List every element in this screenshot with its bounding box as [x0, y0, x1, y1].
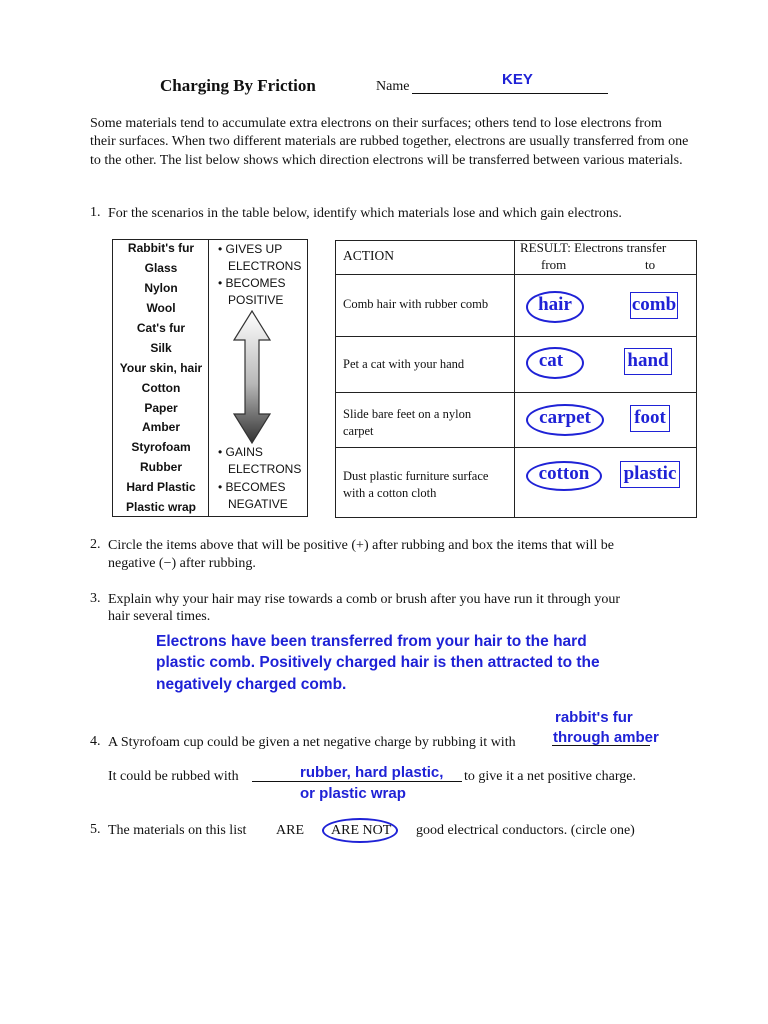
series-note: • BECOMES — [218, 480, 286, 494]
series-note: ELECTRONS — [228, 462, 302, 476]
page-title: Charging By Friction — [160, 76, 316, 95]
q4-answer: rubber, hard plastic, — [300, 764, 444, 781]
table-divider — [514, 240, 515, 518]
table-divider — [335, 336, 697, 337]
double-arrow-icon — [232, 310, 272, 444]
material-item: Cotton — [141, 381, 181, 395]
header-from: from — [541, 257, 567, 272]
q3-answer: Electrons have been transferred from your hair to the hard — [156, 633, 587, 650]
action-text: Comb hair with rubber comb — [343, 297, 489, 311]
material-item: Glass — [144, 261, 178, 275]
material-item: Amber — [141, 420, 180, 434]
material-item: Plastic wrap — [125, 500, 197, 514]
q4-answer: through amber — [553, 729, 659, 746]
series-note: POSITIVE — [228, 293, 284, 307]
q3-number: 3. — [90, 591, 101, 606]
series-note: • BECOMES — [218, 276, 286, 290]
name-label: Name — [376, 79, 410, 94]
series-note: ELECTRONS — [228, 259, 302, 273]
material-item: Rabbit's fur — [127, 241, 195, 255]
name-field-line — [412, 93, 608, 94]
answer-from: cat — [538, 350, 564, 371]
q5-number: 5. — [90, 822, 101, 837]
q4-answer: rabbit's fur — [555, 709, 633, 726]
series-note: • GAINS — [218, 445, 263, 459]
material-item: Styrofoam — [131, 440, 191, 454]
series-note: • GIVES UP — [218, 242, 283, 256]
action-text: carpet — [343, 424, 374, 438]
answer-to: hand — [627, 350, 669, 371]
q3-text: hair several times. — [108, 609, 211, 624]
header-to: to — [645, 257, 656, 272]
q5-option-are: ARE — [276, 823, 304, 838]
table-divider — [335, 392, 697, 393]
q4-number: 4. — [90, 734, 101, 749]
material-item: Cat's fur — [136, 321, 186, 335]
q3-answer: plastic comb. Positively charged hair is then attracted to the — [156, 654, 600, 671]
q1-number: 1. — [90, 205, 101, 220]
series-note: NEGATIVE — [228, 497, 288, 511]
table-divider — [335, 274, 697, 275]
material-item: Nylon — [144, 281, 178, 295]
q5-text: The materials on this list — [108, 823, 247, 838]
q2-text: negative (−) after rubbing. — [108, 556, 256, 571]
q4-text: to give it a net positive charge. — [464, 769, 636, 784]
q4-text: It could be rubbed with — [108, 769, 239, 784]
answer-from: carpet — [539, 407, 591, 428]
action-text: Slide bare feet on a nylon — [343, 407, 472, 421]
material-item: Your skin, hair — [119, 361, 203, 375]
header-action: ACTION — [343, 248, 394, 263]
q3-answer: negatively charged comb. — [156, 676, 347, 693]
answer-to: comb — [631, 294, 677, 315]
q4-blank-line — [252, 781, 462, 782]
q4-answer: or plastic wrap — [300, 785, 406, 802]
q5-text: good electrical conductors. (circle one) — [416, 823, 635, 838]
q5-option-are-not: ARE NOT — [331, 823, 392, 838]
header-result: RESULT: Electrons transfer — [520, 240, 667, 255]
answer-from: cotton — [538, 463, 590, 484]
q1-text: For the scenarios in the table below, identify which materials lose and which gain electrons. — [108, 206, 622, 221]
answer-from: hair — [538, 294, 572, 315]
answer-to: plastic — [623, 463, 677, 484]
material-item: Rubber — [140, 460, 182, 474]
material-item: Paper — [144, 401, 178, 415]
answer-to: foot — [634, 407, 666, 428]
material-item: Silk — [150, 341, 172, 355]
material-item: Wool — [146, 301, 176, 315]
intro-paragraph: Some materials tend to accumulate extra electrons on their surfaces; others tend to lose electrons from their surfaces. When two different materials are rubbed together, electrons are usually transferred from one to the other. The list below shows which direction electrons will be transferred between various materials. — [90, 116, 689, 168]
q2-number: 2. — [90, 537, 101, 552]
action-text: Dust plastic furniture surface — [343, 469, 489, 483]
action-text: with a cotton cloth — [343, 486, 437, 500]
key-label: KEY — [502, 71, 533, 88]
q2-text: Circle the items above that will be positive (+) after rubbing and box the items that will be — [108, 538, 614, 553]
action-text: Pet a cat with your hand — [343, 357, 465, 371]
table-divider — [335, 447, 697, 448]
material-item: Hard Plastic — [126, 480, 196, 494]
q4-text: A Styrofoam cup could be given a net negative charge by rubbing it with — [108, 735, 516, 750]
q3-text: Explain why your hair may rise towards a comb or brush after you have run it through your — [108, 592, 621, 607]
